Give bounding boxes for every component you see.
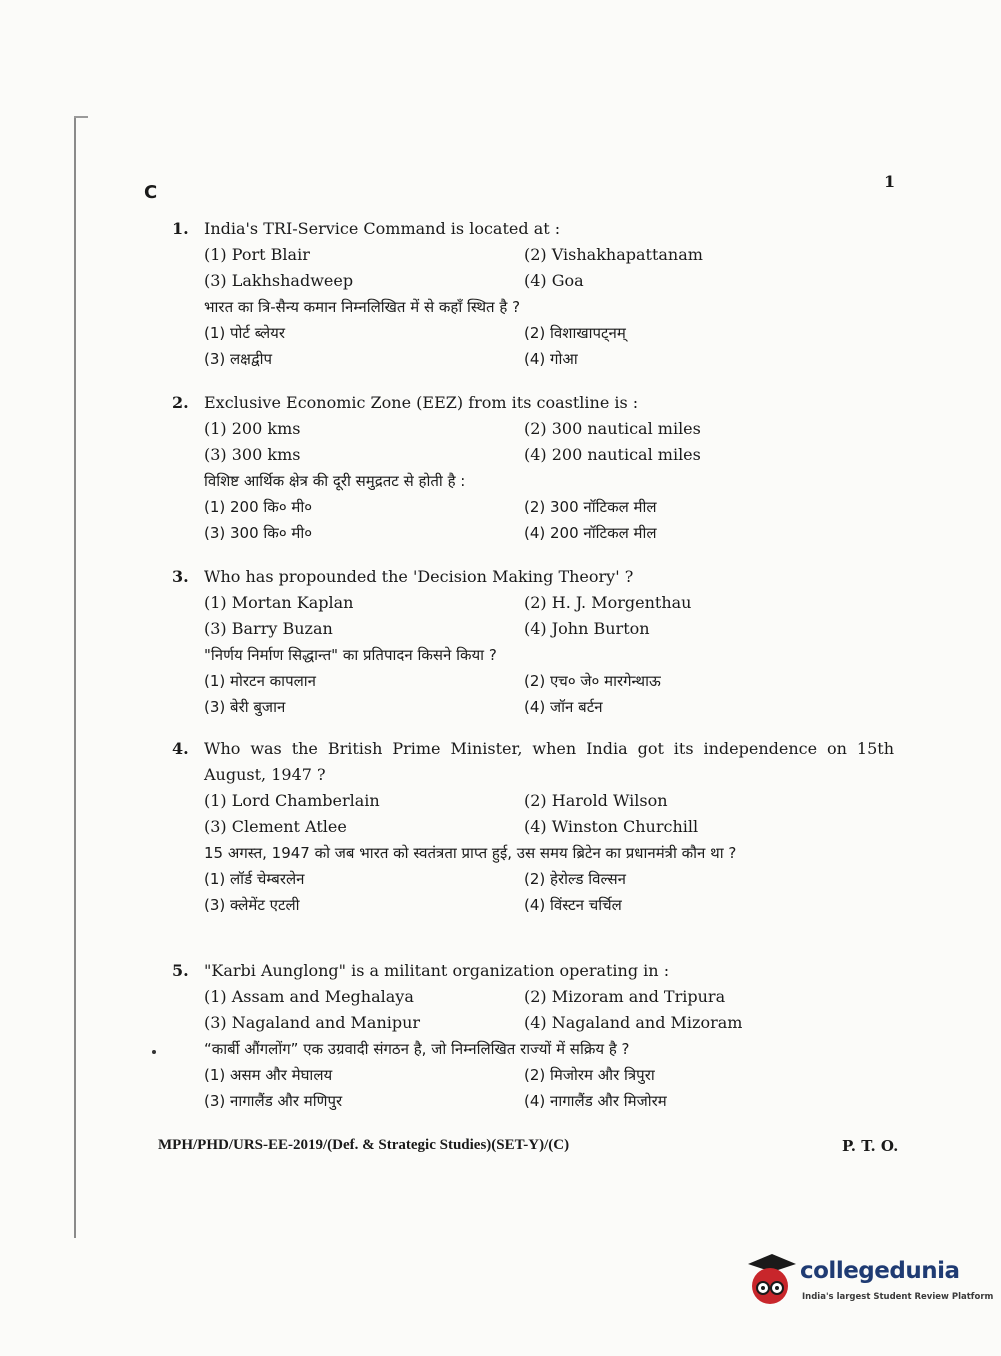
option-4: (4) Goa	[524, 271, 584, 290]
option-3-hi: (3) लक्षद्वीप	[204, 350, 272, 368]
option-1-hi: (1) लॉर्ड चेम्बरलेन	[204, 870, 305, 888]
option-1: (1) 200 kms	[204, 419, 301, 438]
option-3-hi: (3) नागालैंड और मणिपुर	[204, 1092, 343, 1110]
option-3-hi: (3) बेरी बुजान	[204, 698, 286, 716]
options-en	[204, 242, 894, 294]
option-3: (3) 300 kms	[204, 445, 301, 464]
option-2-hi: (2) हेरोल्ड विल्सन	[524, 870, 626, 888]
option-1: (1) Mortan Kaplan	[204, 593, 354, 612]
question-text-en: Who was the British Prime Minister, when India got its independence on 15th August, 1947 ?	[204, 739, 894, 784]
option-4-hi: (4) जॉन बर्टन	[524, 698, 603, 716]
options-hi	[204, 320, 894, 372]
options-hi	[204, 1062, 894, 1114]
scan-speck	[152, 1050, 156, 1054]
mascot-logo-icon	[742, 1252, 798, 1308]
question-text-hi: 15 अगस्त, 1947 को जब भारत को स्वतंत्रता प्राप्त हुई, उस समय ब्रिटेन का प्रधानमंत्री कौन था ?	[204, 844, 737, 862]
option-1-hi: (1) पोर्ट ब्लेयर	[204, 324, 285, 342]
option-1: (1) Lord Chamberlain	[204, 791, 380, 810]
option-2-hi: (2) एच० जे० मारगेन्थाऊ	[524, 672, 661, 690]
option-3-hi: (3) क्लेमेंट एटली	[204, 896, 300, 914]
options-en	[204, 788, 894, 840]
option-1-hi: (1) 200 कि० मी०	[204, 498, 313, 516]
option-1: (1) Assam and Meghalaya	[204, 987, 414, 1006]
option-2-hi: (2) 300 नॉटिकल मील	[524, 498, 657, 516]
options-en	[204, 590, 894, 642]
question-number: 5.	[172, 961, 189, 980]
collegedunia-watermark	[742, 1252, 994, 1312]
margin-rule-top	[74, 116, 88, 118]
page-number: 1	[884, 172, 896, 191]
question-text-en: India's TRI-Service Command is located at :	[204, 219, 561, 238]
question-number: 3.	[172, 567, 189, 586]
question-text-en: Exclusive Economic Zone (EEZ) from its coastline is :	[204, 393, 639, 412]
option-4: (4) Winston Churchill	[524, 817, 699, 836]
options-en	[204, 416, 894, 468]
option-4: (4) 200 nautical miles	[524, 445, 701, 464]
question-text-hi: “कार्बी औंगलोंग” एक उग्रवादी संगठन है, जो निम्नलिखित राज्यों में सक्रिय है ?	[204, 1040, 630, 1058]
option-4: (4) John Burton	[524, 619, 650, 638]
option-1: (1) Port Blair	[204, 245, 310, 264]
option-4-hi: (4) 200 नॉटिकल मील	[524, 524, 657, 542]
option-2-hi: (2) विशाखापट्नम्	[524, 324, 626, 342]
question-text-en: "Karbi Aunglong" is a militant organization operating in :	[204, 961, 670, 980]
question-number: 4.	[172, 739, 189, 758]
question-text-hi: विशिष्ट आर्थिक क्षेत्र की दूरी समुद्रतट से होती है :	[204, 472, 466, 490]
set-code: C	[144, 182, 158, 203]
question-2	[172, 390, 894, 546]
option-2: (2) H. J. Morgenthau	[524, 593, 692, 612]
option-3-hi: (3) 300 कि० मी०	[204, 524, 313, 542]
option-3: (3) Clement Atlee	[204, 817, 347, 836]
option-4: (4) Nagaland and Mizoram	[524, 1013, 743, 1032]
option-4-hi: (4) गोआ	[524, 350, 578, 368]
question-number: 1.	[172, 219, 189, 238]
brand-tagline: India's largest Student Review Platform	[802, 1292, 994, 1302]
options-hi	[204, 494, 894, 546]
option-2: (2) 300 nautical miles	[524, 419, 701, 438]
question-5	[172, 958, 894, 1114]
question-text-hi: "निर्णय निर्माण सिद्धान्त" का प्रतिपादन किसने किया ?	[204, 646, 497, 664]
question-4	[172, 736, 894, 918]
option-4-hi: (4) विंस्टन चर्चिल	[524, 896, 622, 914]
options-hi	[204, 668, 894, 720]
option-2: (2) Harold Wilson	[524, 791, 668, 810]
option-1-hi: (1) मोरटन कापलान	[204, 672, 316, 690]
question-3	[172, 564, 894, 720]
options-hi	[204, 866, 894, 918]
question-text-en: Who has propounded the 'Decision Making Theory' ?	[204, 567, 634, 586]
question-text-hi: भारत का त्रि-सैन्य कमान निम्नलिखित में से कहाँ स्थित है ?	[204, 298, 521, 316]
option-4-hi: (4) नागालैंड और मिजोरम	[524, 1092, 667, 1110]
question-number: 2.	[172, 393, 189, 412]
option-1-hi: (1) असम और मेघालय	[204, 1066, 333, 1084]
option-2: (2) Vishakhapattanam	[524, 245, 703, 264]
option-2: (2) Mizoram and Tripura	[524, 987, 726, 1006]
option-3: (3) Barry Buzan	[204, 619, 333, 638]
option-3: (3) Lakhshadweep	[204, 271, 354, 290]
options-en	[204, 984, 894, 1036]
option-2-hi: (2) मिजोरम और त्रिपुरा	[524, 1066, 655, 1084]
pto-label: P. T. O.	[842, 1137, 899, 1155]
margin-rule	[74, 118, 76, 1238]
option-3: (3) Nagaland and Manipur	[204, 1013, 421, 1032]
paper-code: MPH/PHD/URS-EE-2019/(Def. & Strategic Studies)(SET-Y)/(C)	[158, 1137, 570, 1153]
question-1	[172, 216, 894, 372]
brand-name: collegedunia	[800, 1258, 960, 1284]
